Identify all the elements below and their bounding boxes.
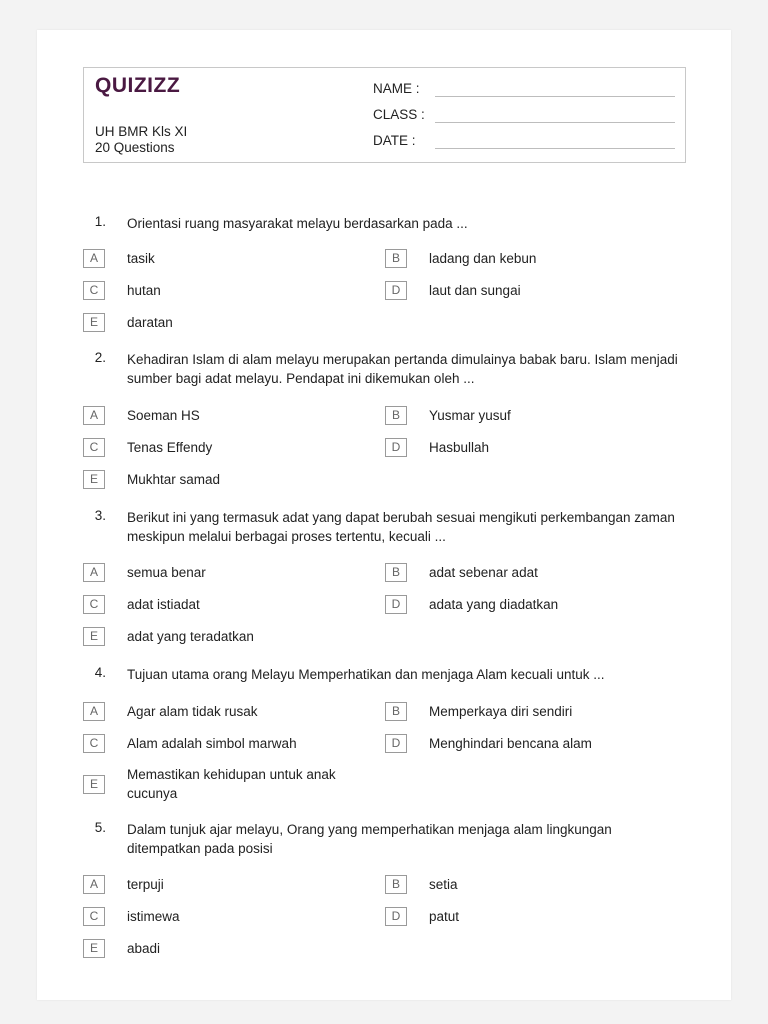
question-number: 3. (94, 508, 106, 523)
option-box[interactable]: B (385, 406, 407, 425)
option-text: Menghindari bencana alam (429, 736, 592, 751)
option-box[interactable]: B (385, 875, 407, 894)
option-text: semua benar (127, 565, 206, 580)
option-box[interactable]: D (385, 595, 407, 614)
option-text: tasik (127, 251, 155, 266)
question-number: 5. (94, 820, 106, 835)
question-text: Dalam tunjuk ajar melayu, Orang yang memperhatikan menjaga alam lingkungan ditempatkan pada posisi (127, 822, 612, 856)
question-number: 2. (94, 350, 106, 365)
name-field[interactable] (435, 96, 675, 97)
option-box[interactable]: E (83, 939, 105, 958)
option-box[interactable]: A (83, 406, 105, 425)
worksheet-header (83, 67, 686, 163)
option-text: abadi (127, 941, 161, 956)
option-text: Tenas Effendy (127, 440, 213, 455)
option-text: Memperkaya diri sendiri (429, 704, 573, 719)
option-text: ladang dan kebun (429, 251, 537, 266)
option-box[interactable]: E (83, 470, 105, 489)
question-count: 20 Questions (95, 140, 175, 155)
option-box[interactable]: E (83, 775, 105, 794)
question-text: Orientasi ruang masyarakat melayu berdasarkan pada ... (127, 216, 468, 231)
option-text: Memastikan kehidupan untuk anak cucunya (127, 767, 336, 801)
quizizz-logo: QUIZIZZ (95, 74, 181, 97)
option-box[interactable]: C (83, 907, 105, 926)
option-text: istimewa (127, 909, 180, 924)
option-box[interactable]: A (83, 875, 105, 894)
option-box[interactable]: D (385, 907, 407, 926)
option-text: adat istiadat (127, 597, 200, 612)
option-text: Mukhtar samad (127, 472, 221, 487)
option-box[interactable]: B (385, 702, 407, 721)
option-text: patut (429, 909, 460, 924)
date-label: DATE : (373, 133, 416, 148)
option-box[interactable]: B (385, 249, 407, 268)
option-text: adat sebenar adat (429, 565, 538, 580)
option-box[interactable]: A (83, 563, 105, 582)
quiz-title: UH BMR Kls XI (95, 124, 188, 139)
option-box[interactable]: C (83, 281, 105, 300)
option-box[interactable]: A (83, 249, 105, 268)
option-text: hutan (127, 283, 161, 298)
option-text: setia (429, 877, 458, 892)
option-text: Yusmar yusuf (429, 408, 511, 423)
option-box[interactable]: D (385, 438, 407, 457)
option-box[interactable]: C (83, 734, 105, 753)
option-text: terpuji (127, 877, 164, 892)
option-box[interactable]: C (83, 438, 105, 457)
option-text: Soeman HS (127, 408, 200, 423)
option-box[interactable]: E (83, 627, 105, 646)
class-label: CLASS : (373, 107, 425, 122)
question-text: Tujuan utama orang Melayu Memperhatikan dan menjaga Alam kecuali untuk ... (127, 667, 605, 682)
date-field[interactable] (435, 148, 675, 149)
option-text: Alam adalah simbol marwah (127, 736, 297, 751)
option-text: Hasbullah (429, 440, 490, 455)
option-text: daratan (127, 315, 173, 330)
option-box[interactable]: A (83, 702, 105, 721)
class-field[interactable] (435, 122, 675, 123)
option-box[interactable]: D (385, 734, 407, 753)
option-text: laut dan sungai (429, 283, 521, 298)
option-box[interactable]: C (83, 595, 105, 614)
option-text: adat yang teradatkan (127, 629, 254, 644)
option-box[interactable]: B (385, 563, 407, 582)
worksheet-page (37, 30, 731, 1000)
option-box[interactable]: E (83, 313, 105, 332)
question-text: Berikut ini yang termasuk adat yang dapat berubah sesuai mengikuti perkembangan zaman meskipun melalui berbagai proses tertentu, kecuali ... (127, 510, 675, 544)
question-text: Kehadiran Islam di alam melayu merupakan pertanda dimulainya babak baru. Islam menjadi sumber bagi adat melayu. Pendapat ini dikemukan oleh ... (127, 352, 678, 386)
question-number: 1. (94, 214, 106, 229)
option-text: Agar alam tidak rusak (127, 704, 258, 719)
option-box[interactable]: D (385, 281, 407, 300)
name-label: NAME : (373, 81, 420, 96)
option-text: adata yang diadatkan (429, 597, 559, 612)
question-number: 4. (94, 665, 106, 680)
